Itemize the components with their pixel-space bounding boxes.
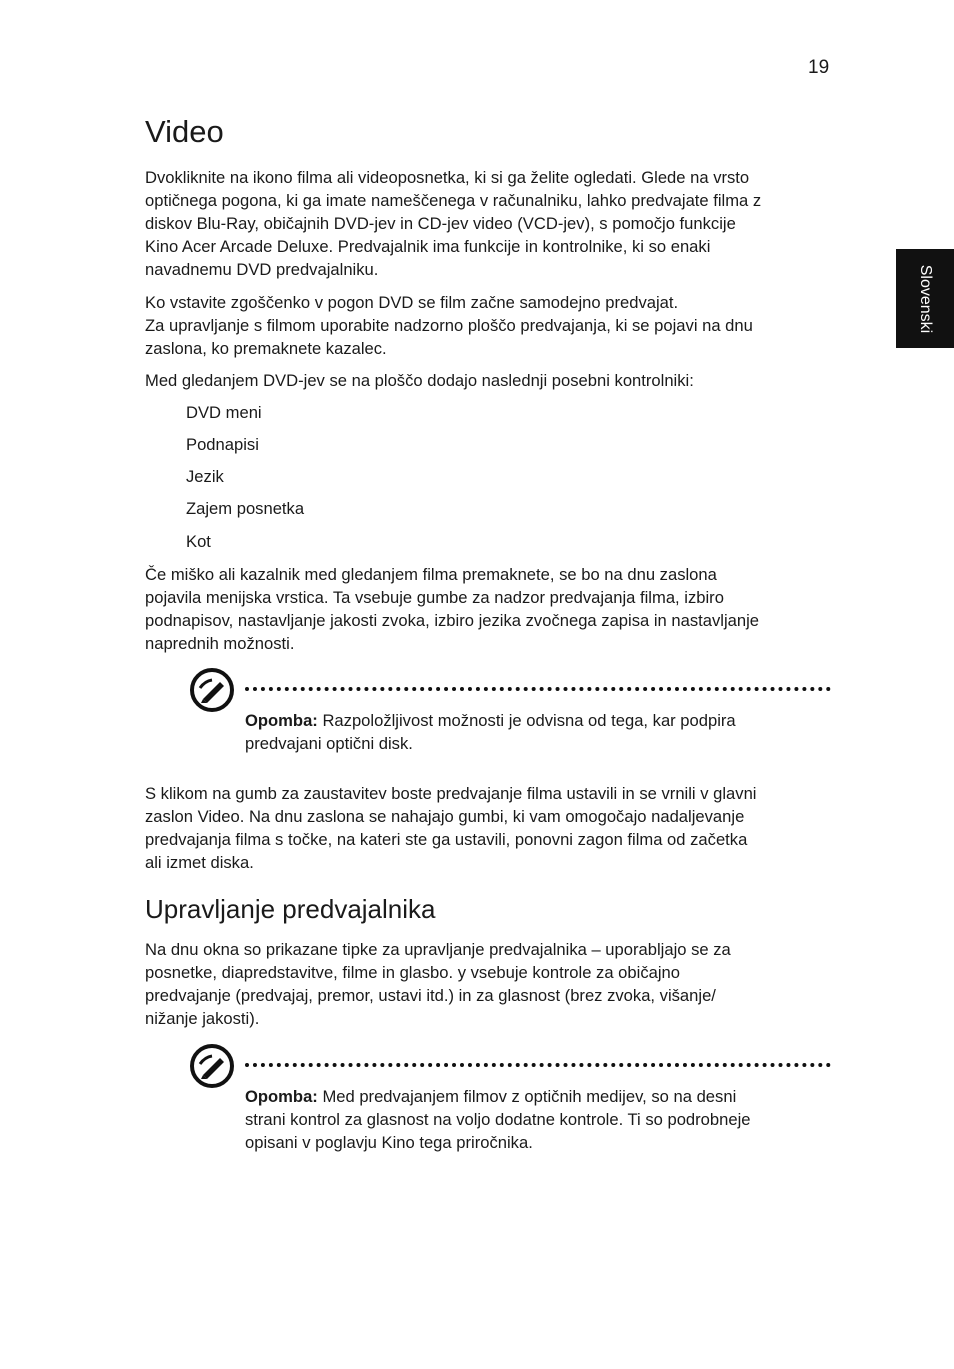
text-line: diskov Blu-Ray, običajnih DVD-jev in CD-jev video (VCD-jev), s pomočjo funkcije	[145, 214, 736, 233]
text-line: ali izmet diska.	[145, 853, 254, 872]
text-line: navadnemu DVD predvajalniku.	[145, 260, 379, 279]
paragraph-stop-button	[145, 782, 833, 874]
list-item: Kot	[186, 532, 211, 551]
language-tab-label: Slovenski	[917, 264, 934, 333]
page-number: 19	[808, 57, 830, 78]
note-label: Opomba:	[245, 1087, 318, 1106]
text-line: strani kontrol za glasnost na voljo dodatne kontrole. Ti so podrobneje	[245, 1110, 751, 1129]
list-item: Zajem posnetka	[186, 499, 305, 518]
text-line: nižanje jakosti).	[145, 1009, 260, 1028]
list-item: Jezik	[186, 467, 224, 486]
text-line: Razpoložljivost možnosti je odvisna od tega, kar podpira	[317, 711, 736, 730]
text-line: Če miško ali kazalnik med gledanjem filma premaknete, se bo na dnu zaslona	[145, 565, 717, 584]
section-title-player-controls: Upravljanje predvajalnika	[145, 894, 436, 924]
text-line: predvajani optični disk.	[245, 734, 413, 753]
note-divider	[245, 1063, 831, 1067]
text-line: Ko vstavite zgoščenko v pogon DVD se film začne samodejno predvajat.	[145, 293, 679, 312]
text-line: predvajanja filma s točke, na kateri ste ga ustavili, ponovni zagon filma od začetka	[145, 830, 748, 849]
text-line: pojavila menijska vrstica. Ta vsebuje gumbe za nadzor predvajanja filma, izbiro	[145, 588, 724, 607]
note-text	[245, 709, 831, 755]
language-tab	[896, 249, 954, 348]
text-line: opisani v poglavju Kino tega priročnika.	[245, 1133, 533, 1152]
text-line: Na dnu okna so prikazane tipke za upravljanje predvajalnika – uporabljajo se za	[145, 940, 731, 959]
note-label: Opomba:	[245, 711, 318, 730]
text-line: Med gledanjem DVD-jev se na ploščo dodajo naslednji posebni kontrolniki:	[145, 371, 694, 390]
note-divider	[245, 687, 831, 691]
paragraph-player-controls	[145, 938, 833, 1030]
text-line: naprednih možnosti.	[145, 634, 295, 653]
text-line: posnetke, diapredstavitve, filme in glasbo. y vsebuje kontrole za običajno	[145, 963, 680, 982]
paragraph-dvd-controls	[145, 369, 833, 392]
note-text	[245, 1085, 831, 1154]
text-line: optičnega pogona, ki ga imate nameščenega v računalniku, lahko predvajate filma z	[145, 191, 762, 210]
section-title-video: Video	[145, 114, 224, 149]
list-item: DVD meni	[186, 403, 262, 422]
text-line: Kino Acer Arcade Deluxe. Predvajalnik ima funkcije in kontrolnike, ki so enaki	[145, 237, 711, 256]
text-line: zaslon Video. Na dnu zaslona se nahajajo gumbi, ki vam omogočajo nadaljevanje	[145, 807, 745, 826]
text-line: S klikom na gumb za zaustavitev boste predvajanje filma ustavili in se vrnili v glavni	[145, 784, 757, 803]
text-line: predvajanje (predvajaj, premor, ustavi itd.) in za glasnost (brez zvoka, višanje/	[145, 986, 716, 1005]
paragraph-intro	[145, 166, 833, 281]
text-line: zaslona, ko premaknete kazalec.	[145, 339, 387, 358]
list-item: Podnapisi	[186, 435, 259, 454]
paragraph-menu-bar	[145, 563, 833, 655]
text-line: podnapisov, nastavljanje jakosti zvoka, izbiro jezika zvočnega zapisa in nastavljanje	[145, 611, 760, 630]
text-line: Dvokliknite na ikono filma ali videoposnetka, ki si ga želite ogledati. Glede na vrsto	[145, 168, 750, 187]
text-line: Za upravljanje s filmom uporabite nadzorno ploščo predvajanja, ki se pojavi na dnu	[145, 316, 753, 335]
text-line: Med predvajanjem filmov z optičnih medijev, so na desni	[317, 1087, 737, 1106]
note-pen-icon	[189, 1043, 235, 1089]
paragraph-insert-disc	[145, 291, 833, 360]
note-pen-icon	[189, 667, 235, 713]
